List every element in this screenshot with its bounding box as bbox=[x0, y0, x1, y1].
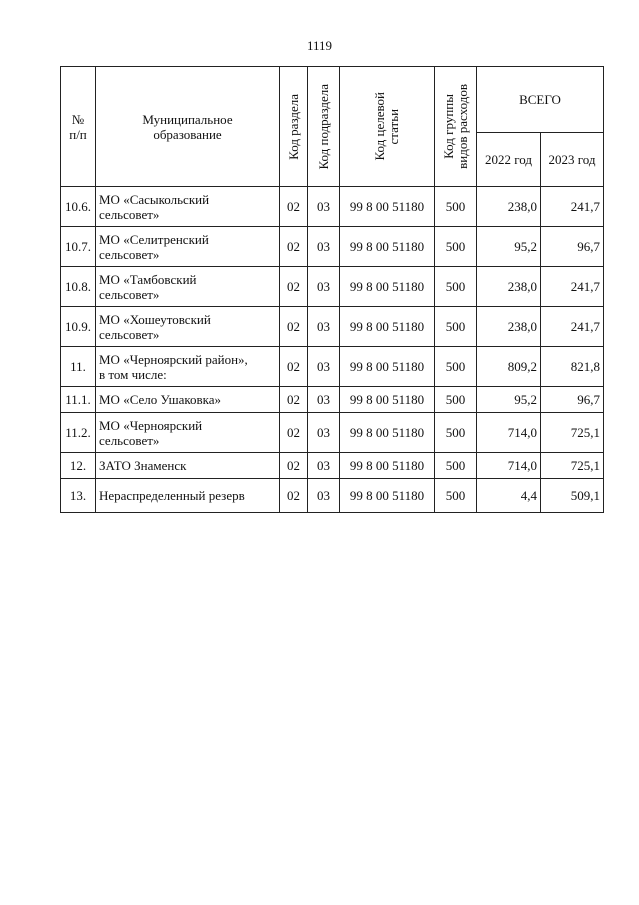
row-target: 99 8 00 51180 bbox=[340, 347, 435, 387]
row-2023: 725,1 bbox=[541, 413, 604, 453]
header-year-2023-label: 2023 год bbox=[548, 152, 596, 167]
table-row bbox=[61, 413, 604, 453]
row-name: МО «Сасыкольский сельсовет» bbox=[96, 187, 280, 227]
row-num: 11.1. bbox=[61, 387, 96, 413]
header-section bbox=[280, 67, 308, 187]
row-group: 500 bbox=[435, 347, 477, 387]
row-2022: 95,2 bbox=[477, 227, 541, 267]
row-num: 11. bbox=[61, 347, 96, 387]
row-name: МО «Село Ушаковка» bbox=[96, 387, 280, 413]
row-2022: 714,0 bbox=[477, 453, 541, 479]
row-2023: 241,7 bbox=[541, 307, 604, 347]
row-subsection: 03 bbox=[308, 413, 340, 453]
row-section: 02 bbox=[280, 187, 308, 227]
table-row bbox=[61, 187, 604, 227]
row-name: МО «Черноярский сельсовет» bbox=[96, 413, 280, 453]
row-group: 500 bbox=[435, 413, 477, 453]
row-subsection: 03 bbox=[308, 187, 340, 227]
header-year-2023 bbox=[541, 133, 604, 187]
row-subsection: 03 bbox=[308, 307, 340, 347]
header-name-label: Муниципальное образование bbox=[142, 111, 233, 142]
row-num: 12. bbox=[61, 453, 96, 479]
row-2023: 725,1 bbox=[541, 453, 604, 479]
row-target: 99 8 00 51180 bbox=[340, 227, 435, 267]
row-name: МО «Хошеутовский сельсовет» bbox=[96, 307, 280, 347]
header-target-label: Код целевой статьи bbox=[372, 92, 401, 161]
header-target bbox=[340, 67, 435, 187]
row-section: 02 bbox=[280, 227, 308, 267]
row-section: 02 bbox=[280, 347, 308, 387]
row-target: 99 8 00 51180 bbox=[340, 413, 435, 453]
header-year-2022-label: 2022 год bbox=[485, 152, 532, 167]
header-total bbox=[477, 67, 604, 133]
row-subsection: 03 bbox=[308, 347, 340, 387]
row-group: 500 bbox=[435, 453, 477, 479]
row-group: 500 bbox=[435, 387, 477, 413]
row-subsection: 03 bbox=[308, 453, 340, 479]
table-row bbox=[61, 479, 604, 513]
table-row bbox=[61, 347, 604, 387]
row-section: 02 bbox=[280, 307, 308, 347]
row-2023: 96,7 bbox=[541, 387, 604, 413]
row-target: 99 8 00 51180 bbox=[340, 307, 435, 347]
row-2023: 96,7 bbox=[541, 227, 604, 267]
row-section: 02 bbox=[280, 413, 308, 453]
row-2023: 241,7 bbox=[541, 187, 604, 227]
row-target: 99 8 00 51180 bbox=[340, 267, 435, 307]
row-2022: 4,4 bbox=[477, 479, 541, 513]
row-subsection: 03 bbox=[308, 479, 340, 513]
row-2022: 238,0 bbox=[477, 267, 541, 307]
row-name: МО «Черноярский район», в том числе: bbox=[96, 347, 280, 387]
header-section-label: Код раздела bbox=[285, 93, 301, 160]
header-num-label: № п/п bbox=[69, 111, 87, 142]
row-num: 13. bbox=[61, 479, 96, 513]
row-2023: 509,1 bbox=[541, 479, 604, 513]
row-num: 11.2. bbox=[61, 413, 96, 453]
table-row bbox=[61, 307, 604, 347]
row-target: 99 8 00 51180 bbox=[340, 387, 435, 413]
header-total-label: ВСЕГО bbox=[519, 92, 561, 107]
row-name: Нераспределенный резерв bbox=[96, 479, 280, 513]
row-section: 02 bbox=[280, 479, 308, 513]
row-target: 99 8 00 51180 bbox=[340, 453, 435, 479]
header-subsection bbox=[308, 67, 340, 187]
row-subsection: 03 bbox=[308, 387, 340, 413]
row-2023: 821,8 bbox=[541, 347, 604, 387]
budget-table bbox=[60, 66, 604, 513]
header-subsection-label: Код подраздела bbox=[315, 83, 331, 170]
row-name: МО «Селитренский сельсовет» bbox=[96, 227, 280, 267]
row-target: 99 8 00 51180 bbox=[340, 187, 435, 227]
table-row bbox=[61, 453, 604, 479]
row-2022: 238,0 bbox=[477, 187, 541, 227]
row-num: 10.7. bbox=[61, 227, 96, 267]
row-2022: 809,2 bbox=[477, 347, 541, 387]
header-name bbox=[96, 67, 280, 187]
row-group: 500 bbox=[435, 227, 477, 267]
row-num: 10.9. bbox=[61, 307, 96, 347]
row-section: 02 bbox=[280, 387, 308, 413]
row-2023: 241,7 bbox=[541, 267, 604, 307]
row-subsection: 03 bbox=[308, 227, 340, 267]
row-subsection: 03 bbox=[308, 267, 340, 307]
header-expense-group bbox=[435, 67, 477, 187]
row-section: 02 bbox=[280, 267, 308, 307]
row-group: 500 bbox=[435, 307, 477, 347]
row-2022: 714,0 bbox=[477, 413, 541, 453]
table-row bbox=[61, 387, 604, 413]
header-num bbox=[61, 67, 96, 187]
table-row bbox=[61, 227, 604, 267]
row-name: МО «Тамбовский сельсовет» bbox=[96, 267, 280, 307]
row-group: 500 bbox=[435, 479, 477, 513]
row-group: 500 bbox=[435, 187, 477, 227]
row-2022: 238,0 bbox=[477, 307, 541, 347]
header-expense-group-label: Код группы видов расходов bbox=[440, 84, 470, 169]
row-section: 02 bbox=[280, 453, 308, 479]
row-num: 10.8. bbox=[61, 267, 96, 307]
row-2022: 95,2 bbox=[477, 387, 541, 413]
row-group: 500 bbox=[435, 267, 477, 307]
page-number: 1119 bbox=[306, 38, 333, 53]
table-row bbox=[61, 267, 604, 307]
header-year-2022 bbox=[477, 133, 541, 187]
row-target: 99 8 00 51180 bbox=[340, 479, 435, 513]
row-num: 10.6. bbox=[61, 187, 96, 227]
row-name: ЗАТО Знаменск bbox=[96, 453, 280, 479]
